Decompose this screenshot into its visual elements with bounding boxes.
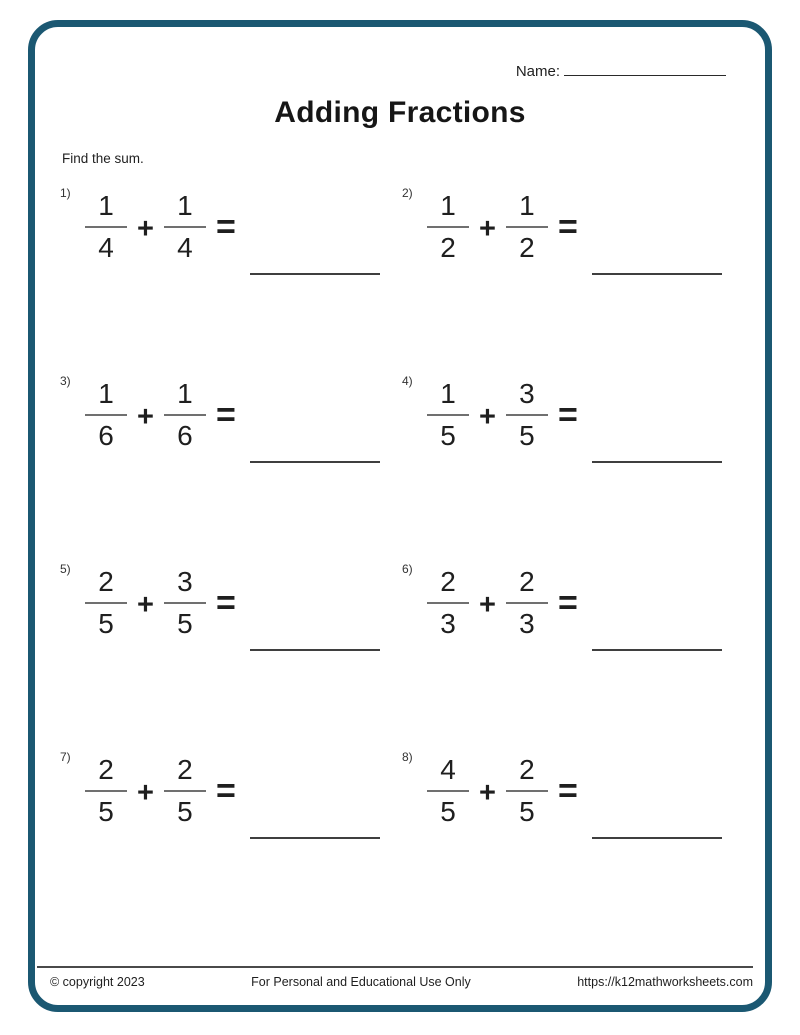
equals-sign: = (215, 583, 236, 622)
name-blank[interactable] (564, 61, 726, 76)
problem-number: 7) (60, 750, 71, 764)
numerator: 3 (506, 377, 548, 416)
numerator: 1 (164, 189, 206, 228)
plus-sign: + (479, 588, 496, 621)
denominator: 5 (98, 796, 114, 828)
numerator: 2 (506, 565, 548, 604)
answer-blank[interactable] (250, 461, 380, 463)
denominator: 2 (440, 232, 456, 264)
denominator: 5 (98, 608, 114, 640)
denominator: 5 (519, 796, 535, 828)
denominator: 5 (177, 796, 193, 828)
numerator: 1 (164, 377, 206, 416)
problem-number: 4) (402, 374, 413, 388)
numerator: 3 (164, 565, 206, 604)
numerator: 4 (427, 753, 469, 792)
equals-sign: = (215, 771, 236, 810)
answer-blank[interactable] (250, 649, 380, 651)
problem-5 (60, 562, 402, 662)
answer-blank[interactable] (592, 837, 722, 839)
denominator: 2 (519, 232, 535, 264)
denominator: 6 (177, 420, 193, 452)
footer-copyright: © copyright 2023 (50, 975, 145, 989)
problem-8 (402, 750, 744, 850)
fraction-b (506, 753, 548, 829)
answer-blank[interactable] (592, 273, 722, 275)
denominator: 5 (177, 608, 193, 640)
denominator: 4 (98, 232, 114, 264)
problem-2 (402, 186, 744, 286)
numerator: 2 (506, 753, 548, 792)
problem-4 (402, 374, 744, 474)
name-row (35, 61, 765, 80)
problem-number: 2) (402, 186, 413, 200)
problem-number: 1) (60, 186, 71, 200)
equals-sign: = (215, 207, 236, 246)
numerator: 2 (427, 565, 469, 604)
plus-sign: + (479, 776, 496, 809)
problem-number: 5) (60, 562, 71, 576)
equals-sign: = (557, 207, 578, 246)
problem-number: 3) (60, 374, 71, 388)
fraction-a (427, 565, 469, 641)
footer (37, 966, 753, 989)
fraction-b (164, 565, 206, 641)
expression (427, 565, 744, 641)
fraction-b (506, 565, 548, 641)
page-title: Adding Fractions (274, 96, 526, 129)
equals-sign: = (215, 395, 236, 434)
name-label: Name: (515, 63, 560, 80)
problem-6 (402, 562, 744, 662)
problem-1 (60, 186, 402, 286)
fraction-b (506, 189, 548, 265)
fraction-b (506, 377, 548, 453)
fraction-a (85, 753, 127, 829)
numerator: 1 (85, 377, 127, 416)
numerator: 2 (85, 565, 127, 604)
fraction-a (427, 189, 469, 265)
numerator: 1 (427, 377, 469, 416)
denominator: 3 (440, 608, 456, 640)
problem-7 (60, 750, 402, 850)
plus-sign: + (479, 400, 496, 433)
problem-number: 6) (402, 562, 413, 576)
equals-sign: = (557, 583, 578, 622)
problem-number: 8) (402, 750, 413, 764)
fraction-a (85, 189, 127, 265)
fraction-b (164, 377, 206, 453)
footer-usage-note: For Personal and Educational Use Only (251, 975, 471, 989)
fraction-a (85, 565, 127, 641)
plus-sign: + (137, 776, 154, 809)
fraction-a (85, 377, 127, 453)
expression (85, 189, 402, 265)
expression (85, 565, 402, 641)
denominator: 5 (440, 796, 456, 828)
denominator: 5 (519, 420, 535, 452)
expression (427, 189, 744, 265)
numerator: 1 (427, 189, 469, 228)
denominator: 3 (519, 608, 535, 640)
answer-blank[interactable] (592, 461, 722, 463)
equals-sign: = (557, 395, 578, 434)
expression (427, 377, 744, 453)
numerator: 2 (164, 753, 206, 792)
fraction-b (164, 753, 206, 829)
denominator: 4 (177, 232, 193, 264)
plus-sign: + (137, 212, 154, 245)
plus-sign: + (137, 588, 154, 621)
problem-3 (60, 374, 402, 474)
expression (427, 753, 744, 829)
answer-blank[interactable] (250, 837, 380, 839)
footer-url[interactable]: https://k12mathworksheets.com (577, 975, 753, 989)
expression (85, 753, 402, 829)
plus-sign: + (479, 212, 496, 245)
answer-blank[interactable] (250, 273, 380, 275)
footer-divider (37, 966, 753, 968)
numerator: 2 (85, 753, 127, 792)
expression (85, 377, 402, 453)
instruction-text: Find the sum. (62, 151, 144, 166)
fraction-a (427, 753, 469, 829)
problems-grid (60, 186, 765, 850)
numerator: 1 (506, 189, 548, 228)
answer-blank[interactable] (592, 649, 722, 651)
fraction-b (164, 189, 206, 265)
numerator: 1 (85, 189, 127, 228)
fraction-a (427, 377, 469, 453)
worksheet-border (28, 20, 772, 1012)
denominator: 6 (98, 420, 114, 452)
denominator: 5 (440, 420, 456, 452)
equals-sign: = (557, 771, 578, 810)
plus-sign: + (137, 400, 154, 433)
